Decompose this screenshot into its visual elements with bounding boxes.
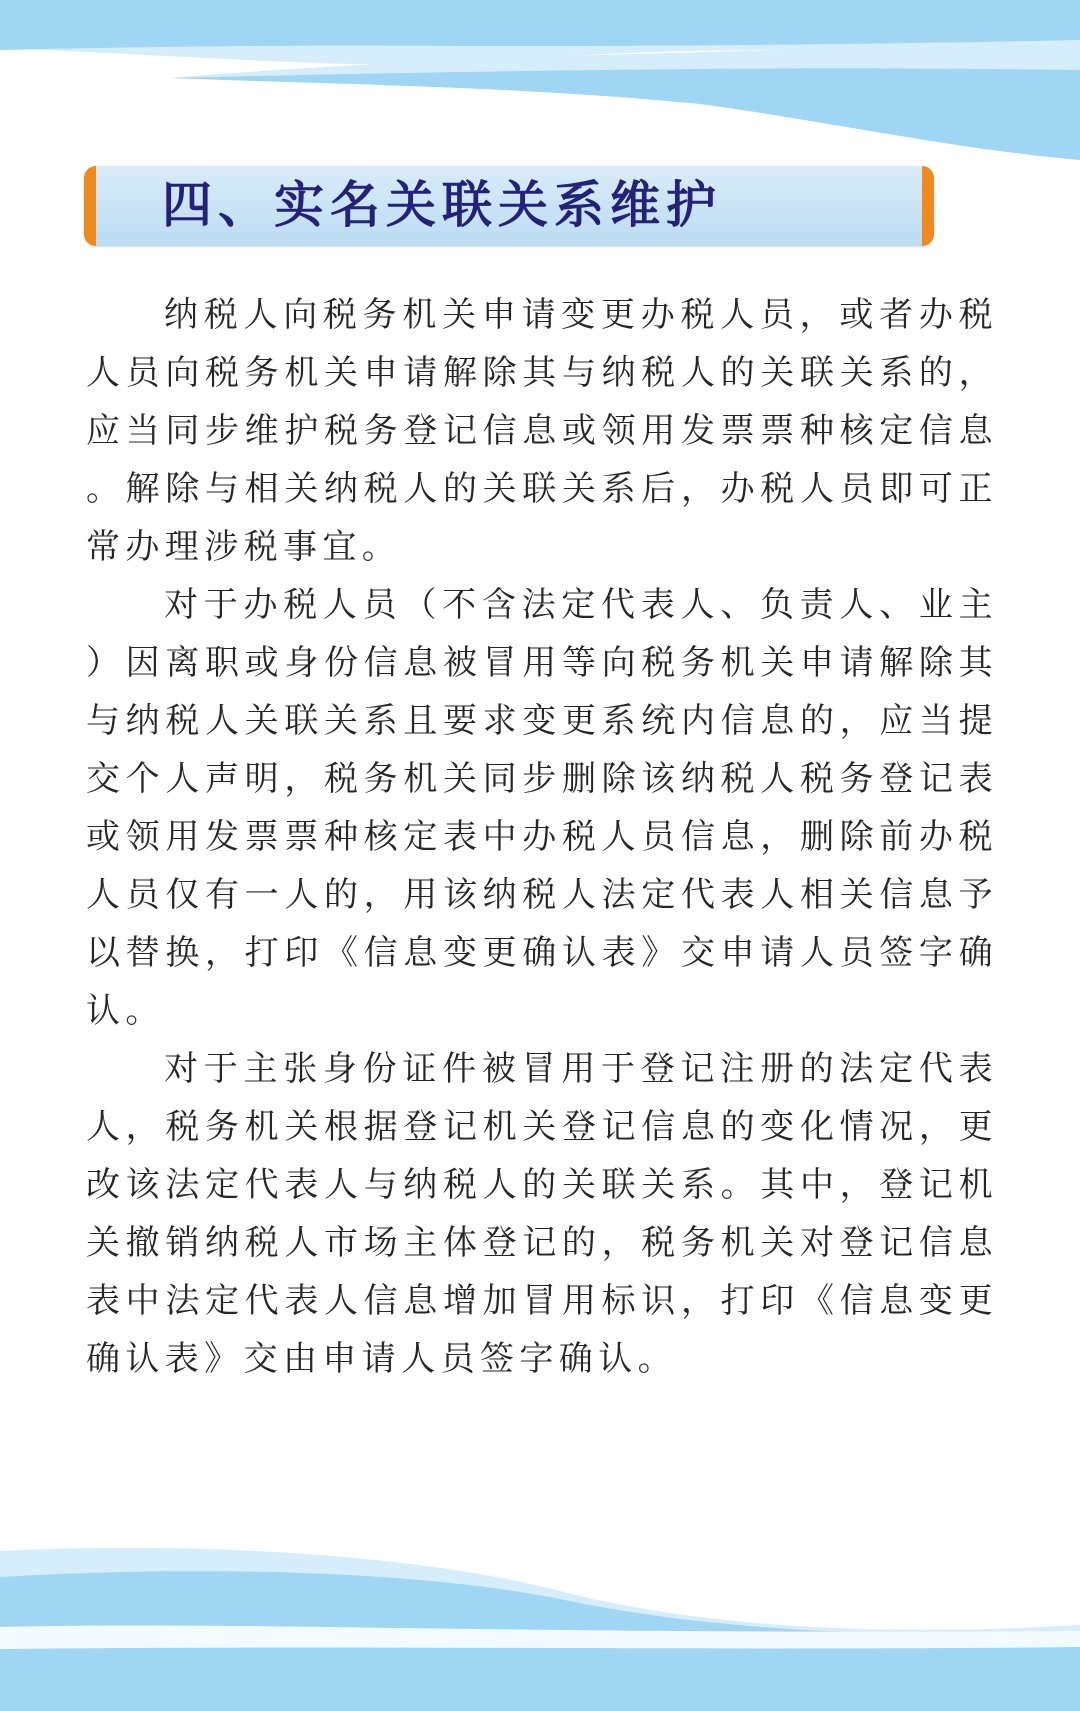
paragraph-1: 纳税人向税务机关申请变更办税人员，或者办税人员向税务机关申请解除其与纳税人的关联关系的，应当同步维护税务登记信息或领用发票票种核定信息。解除与相关纳税人的关联关系后，办税人员即可正常办理涉税事宜。 xyxy=(86,295,998,567)
bottom-wave-decoration xyxy=(0,1541,1080,1711)
paragraph-3: 对于主张身份证件被冒用于登记注册的法定代表人，税务机关根据登记机关登记信息的变化情况，更改该法定代表人与纳税人的关联关系。其中，登记机关撤销纳税人市场主体登记的，税务机关对登记信息表中法定代表人信息增加冒用标识，打印《信息变更确认表》交由申请人员签字确认。 xyxy=(86,1049,998,1379)
paragraph-2: 对于办税人员（不含法定代表人、负责人、业主）因离职或身份信息被冒用等向税务机关申请解除其与纳税人关联关系且要求变更系统内信息的，应当提交个人声明，税务机关同步删除该纳税人税务登记表或领用发票票种核定表中办税人员信息，删除前办税人员仅有一人的，用该纳税人法定代表人相关信息予以替换，打印《信息变更确认表》交申请人员签字确认。 xyxy=(86,585,998,1031)
section-title-banner xyxy=(84,166,934,246)
body-text xyxy=(86,286,998,1388)
top-wave-decoration xyxy=(0,0,1080,160)
section-title: 四、实名关联关系维护 xyxy=(162,176,722,234)
